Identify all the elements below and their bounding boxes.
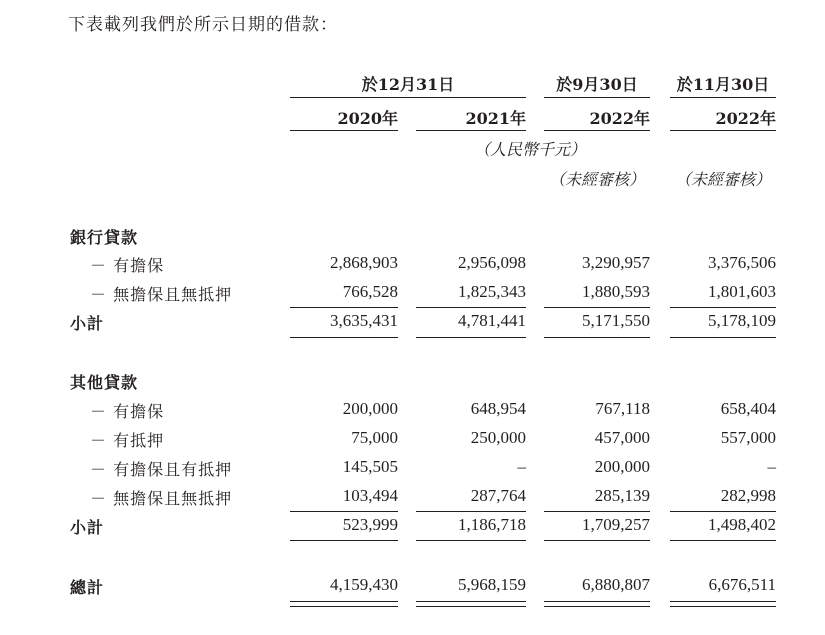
total-double-rule bbox=[544, 601, 650, 607]
header-group-dec31: 於12月31日 bbox=[361, 75, 455, 94]
unaudited-note-sep: （未經審核） bbox=[548, 170, 645, 189]
cell-value: 285,139 bbox=[594, 486, 650, 505]
cell-value: 287,764 bbox=[470, 486, 526, 505]
year-header-2020: 2020年 bbox=[337, 109, 398, 128]
subtotal-value: 4,781,441 bbox=[458, 311, 526, 330]
total-double-rule bbox=[290, 601, 398, 607]
year-rule-2022-sep bbox=[544, 130, 650, 131]
total-value: 6,880,807 bbox=[582, 575, 650, 594]
row-label: － 有擔保 bbox=[90, 402, 165, 421]
total-double-rule bbox=[416, 601, 526, 607]
total-double-rule bbox=[670, 601, 776, 607]
year-header-2022-sep: 2022年 bbox=[589, 109, 650, 128]
row-label: － 有擔保 bbox=[90, 256, 165, 275]
subtotal-label: 小計 bbox=[70, 518, 105, 537]
subtotal-rule bbox=[670, 307, 776, 308]
header-group-dec31-rule bbox=[290, 97, 526, 98]
cell-value: 75,000 bbox=[351, 428, 398, 447]
row-label: － 無擔保且無抵押 bbox=[90, 489, 233, 508]
row-label: － 有抵押 bbox=[90, 431, 165, 450]
header-group-nov30-rule bbox=[670, 97, 776, 98]
cell-value: 457,000 bbox=[594, 428, 650, 447]
subtotal-value: 1,498,402 bbox=[708, 515, 776, 534]
subtotal-rule bbox=[544, 307, 650, 308]
year-rule-2021 bbox=[416, 130, 526, 131]
cell-value: 200,000 bbox=[594, 457, 650, 476]
cell-value: 1,825,343 bbox=[458, 282, 526, 301]
cell-value: 200,000 bbox=[342, 399, 398, 418]
total-value: 4,159,430 bbox=[330, 575, 398, 594]
subtotal-bottom-rule bbox=[416, 337, 526, 338]
cell-value: 2,868,903 bbox=[330, 253, 398, 272]
cell-value: 3,290,957 bbox=[582, 253, 650, 272]
subtotal-rule bbox=[290, 307, 398, 308]
subtotal-value: 523,999 bbox=[342, 515, 398, 534]
header-group-sep30-rule bbox=[544, 97, 650, 98]
cell-value: 3,376,506 bbox=[708, 253, 776, 272]
header-group-nov30: 於11月30日 bbox=[676, 75, 770, 94]
cell-value: 658,404 bbox=[720, 399, 776, 418]
unit-note: （人民幣千元） bbox=[473, 140, 586, 159]
subtotal-rule bbox=[416, 511, 526, 512]
row-label: － 無擔保且無抵押 bbox=[90, 285, 233, 304]
year-rule-2020 bbox=[290, 130, 398, 131]
total-value: 6,676,511 bbox=[708, 575, 776, 594]
subtotal-value: 1,709,257 bbox=[582, 515, 650, 534]
unaudited-note-nov: （未經審核） bbox=[674, 170, 771, 189]
section-title-bank-loans: 銀行貸款 bbox=[70, 228, 139, 247]
total-value: 5,968,159 bbox=[458, 575, 526, 594]
subtotal-value: 3,635,431 bbox=[330, 311, 398, 330]
subtotal-bottom-rule bbox=[416, 540, 526, 541]
cell-value: 557,000 bbox=[720, 428, 776, 447]
header-group-sep30: 於9月30日 bbox=[556, 75, 638, 94]
subtotal-bottom-rule bbox=[290, 540, 398, 541]
year-rule-2022-nov bbox=[670, 130, 776, 131]
subtotal-rule bbox=[290, 511, 398, 512]
cell-value: 145,505 bbox=[342, 457, 398, 476]
cell-value: 282,998 bbox=[720, 486, 776, 505]
subtotal-bottom-rule bbox=[544, 540, 650, 541]
subtotal-value: 1,186,718 bbox=[458, 515, 526, 534]
year-header-2022-nov: 2022年 bbox=[715, 109, 776, 128]
year-header-2021: 2021年 bbox=[465, 109, 526, 128]
subtotal-label: 小計 bbox=[70, 314, 105, 333]
cell-value: 103,494 bbox=[342, 486, 398, 505]
cell-value: 1,801,603 bbox=[708, 282, 776, 301]
subtotal-value: 5,178,109 bbox=[708, 311, 776, 330]
total-label: 總計 bbox=[70, 578, 105, 597]
cell-value: – bbox=[517, 457, 526, 476]
subtotal-bottom-rule bbox=[670, 540, 776, 541]
subtotal-value: 5,171,550 bbox=[582, 311, 650, 330]
cell-value: 766,528 bbox=[342, 282, 398, 301]
section-title-other-loans: 其他貸款 bbox=[70, 373, 139, 392]
subtotal-rule bbox=[416, 307, 526, 308]
cell-value: 648,954 bbox=[470, 399, 526, 418]
subtotal-rule bbox=[544, 511, 650, 512]
subtotal-rule bbox=[670, 511, 776, 512]
cell-value: 1,880,593 bbox=[582, 282, 650, 301]
subtotal-bottom-rule bbox=[290, 337, 398, 338]
cell-value: 250,000 bbox=[470, 428, 526, 447]
intro-text: 下表載列我們於所示日期的借款： bbox=[68, 15, 338, 35]
subtotal-bottom-rule bbox=[544, 337, 650, 338]
cell-value: 767,118 bbox=[595, 399, 650, 418]
cell-value: 2,956,098 bbox=[458, 253, 526, 272]
cell-value: – bbox=[767, 457, 776, 476]
row-label: － 有擔保且有抵押 bbox=[90, 460, 233, 479]
subtotal-bottom-rule bbox=[670, 337, 776, 338]
